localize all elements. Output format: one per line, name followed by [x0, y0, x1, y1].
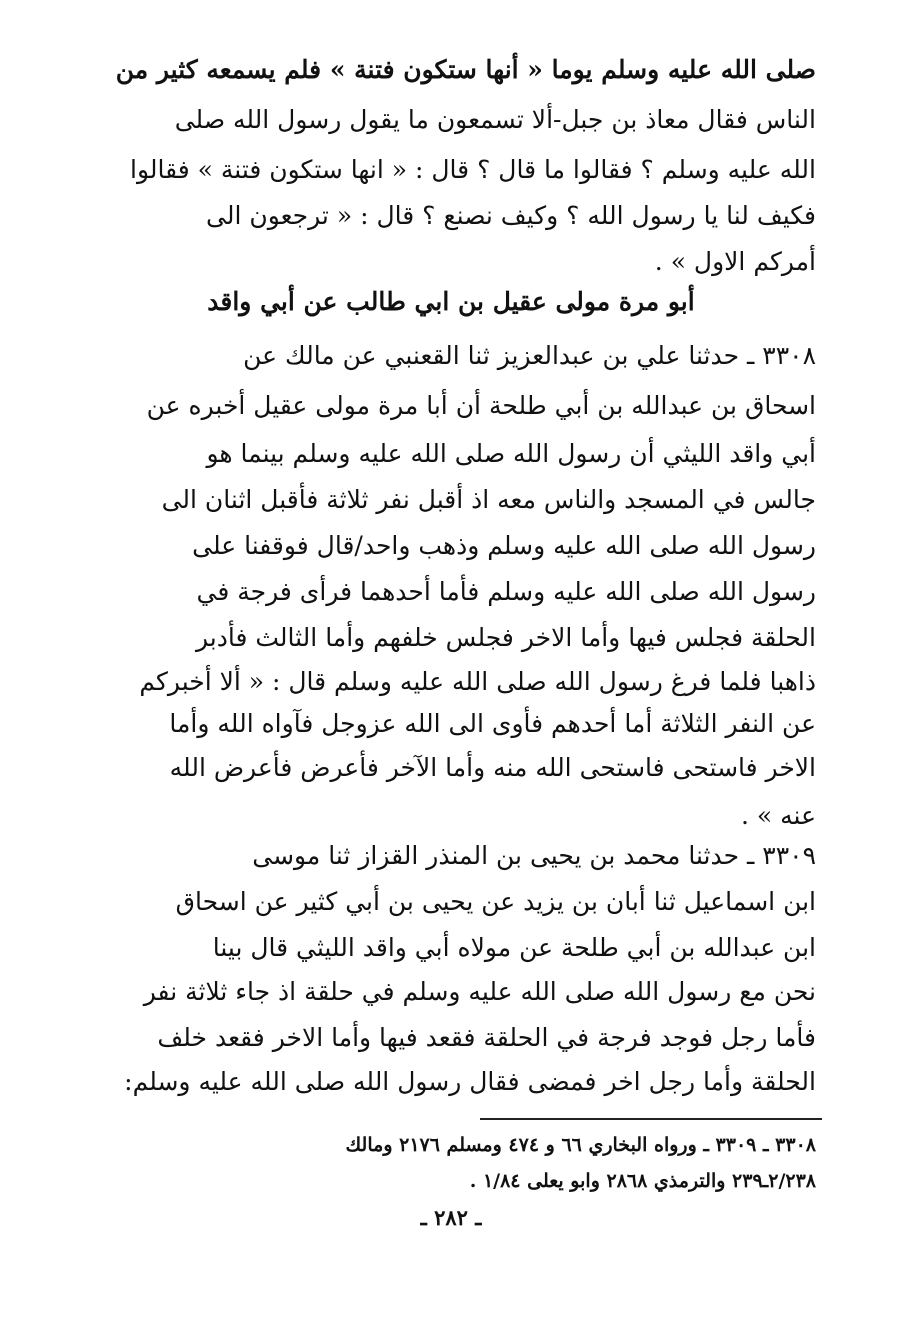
- text-line: الناس فقال معاذ بن جبل-ألا تسمعون ما يقول رسول الله صلى: [174, 105, 816, 134]
- footnote-divider: [480, 1118, 822, 1120]
- footnote-line: ٢/٢٣٨ـ٢٣٩ والترمذي ٢٨٦٨ وابو يعلى ١/٨٤ .: [469, 1170, 816, 1192]
- text-line: صلى الله عليه وسلم يوما « أنها ستكون فتنة » فلم يسمعه كثير من: [115, 55, 816, 84]
- text-line: فأما رجل فوجد فرجة في الحلقة فقعد فيها وأما الاخر فقعد خلف: [157, 1023, 816, 1052]
- text-line: عن النفر الثلاثة أما أحدهم فأوى الى الله عزوجل فآواه الله وأما: [169, 709, 816, 738]
- text-line: عنه » .: [741, 801, 816, 830]
- text-line: ٣٣٠٩ ـ حدثنا محمد بن يحيى بن المنذر القزاز ثنا موسى: [252, 841, 816, 870]
- text-line: نحن مع رسول الله صلى الله عليه وسلم في حلقة اذ جاء ثلاثة نفر: [143, 977, 816, 1006]
- text-line: ٣٣٠٨ ـ حدثنا علي بن عبدالعزيز ثنا القعنبي عن مالك عن: [243, 341, 816, 370]
- text-line: ابن اسماعيل ثنا أبان بن يزيد عن يحيى بن أبي كثير عن اسحاق: [175, 887, 816, 916]
- text-line: رسول الله صلى الله عليه وسلم وذهب واحد/قال فوقفنا على: [192, 531, 816, 560]
- text-line: الحلقة وأما رجل اخر فمضى فقال رسول الله صلى الله عليه وسلم:: [124, 1067, 816, 1096]
- text-line: جالس في المسجد والناس معه اذ أقبل نفر ثلاثة فأقبل اثنان الى: [161, 485, 816, 514]
- section-heading: أبو مرة مولى عقيل بن ابي طالب عن أبي واقد: [207, 287, 695, 316]
- text-line: ابن عبدالله بن أبي طلحة عن مولاه أبي واقد الليثي قال بينا: [212, 933, 816, 962]
- text-line: أمركم الاول » .: [654, 247, 816, 276]
- page-number: ـ ٢٨٢ ـ: [420, 1205, 482, 1230]
- text-line: الاخر فاستحى فاستحى الله منه وأما الآخر فأعرض فأعرض الله: [169, 753, 816, 782]
- text-line: فكيف لنا يا رسول الله ؟ وكيف نصنع ؟ قال : « ترجعون الى: [206, 201, 816, 230]
- text-line: الله عليه وسلم ؟ فقالوا ما قال ؟ قال : « انها ستكون فتنة » فقالوا: [130, 155, 816, 184]
- text-line: أبي واقد الليثي أن رسول الله صلى الله عليه وسلم بينما هو: [206, 439, 816, 468]
- footnote-line: ٣٣٠٨ ـ ٣٣٠٩ ـ ورواه البخاري ٦٦ و ٤٧٤ ومسلم ٢١٧٦ ومالك: [345, 1134, 816, 1156]
- text-line: رسول الله صلى الله عليه وسلم فأما أحدهما فرأى فرجة في: [196, 577, 816, 606]
- text-line: ذاهبا فلما فرغ رسول الله صلى الله عليه وسلم قال : « ألا أخبركم: [139, 667, 816, 696]
- text-line: الحلقة فجلس فيها وأما الاخر فجلس خلفهم وأما الثالث فأدبر: [195, 623, 816, 652]
- text-line: اسحاق بن عبدالله بن أبي طلحة أن أبا مرة مولى عقيل أخبره عن: [146, 391, 816, 420]
